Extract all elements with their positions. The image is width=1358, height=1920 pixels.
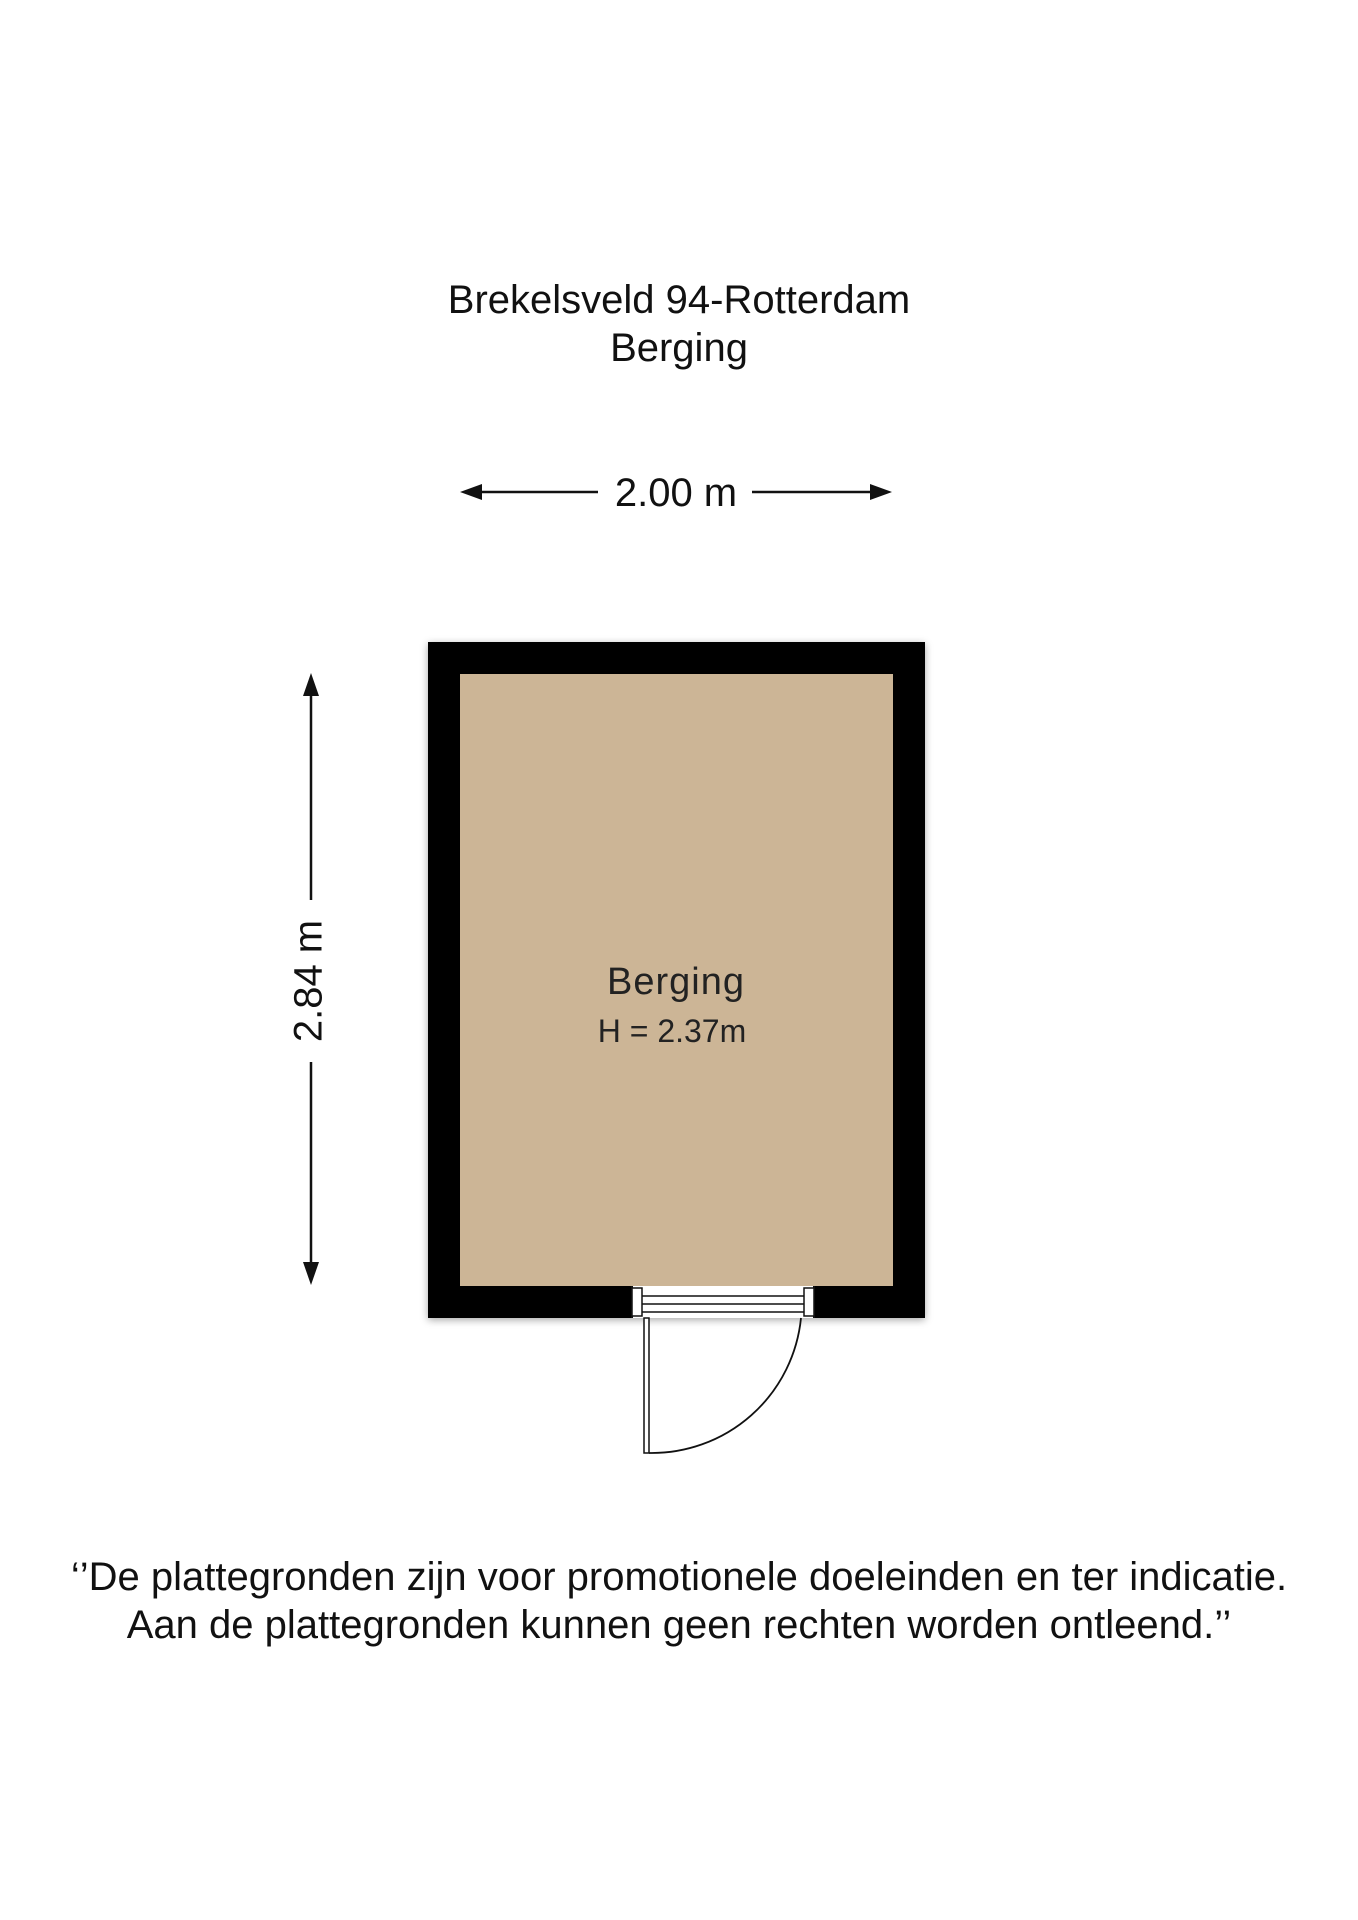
- plan-address-title: Brekelsveld 94-Rotterdam: [447, 278, 911, 322]
- disclaimer-line-1: ‘’De plattegronden zijn voor promotionele doeleinden en ter indicatie.: [70, 1555, 1288, 1599]
- room-height-label: H = 2.37m: [597, 1013, 747, 1049]
- plan-floor-title: Berging: [610, 326, 748, 370]
- width-dimension-label: 2.00 m: [614, 471, 738, 515]
- disclaimer-line-2: Aan de plattegronden kunnen geen rechten worden ontleend.’’: [126, 1603, 1232, 1647]
- depth-dimension: [287, 673, 331, 1285]
- door-opening: [632, 1286, 814, 1318]
- room-name-label: Berging: [607, 961, 745, 1003]
- door-swing: [644, 1318, 801, 1453]
- depth-dimension-label: 2.84 m: [286, 919, 331, 1043]
- width-dimension: [460, 471, 892, 515]
